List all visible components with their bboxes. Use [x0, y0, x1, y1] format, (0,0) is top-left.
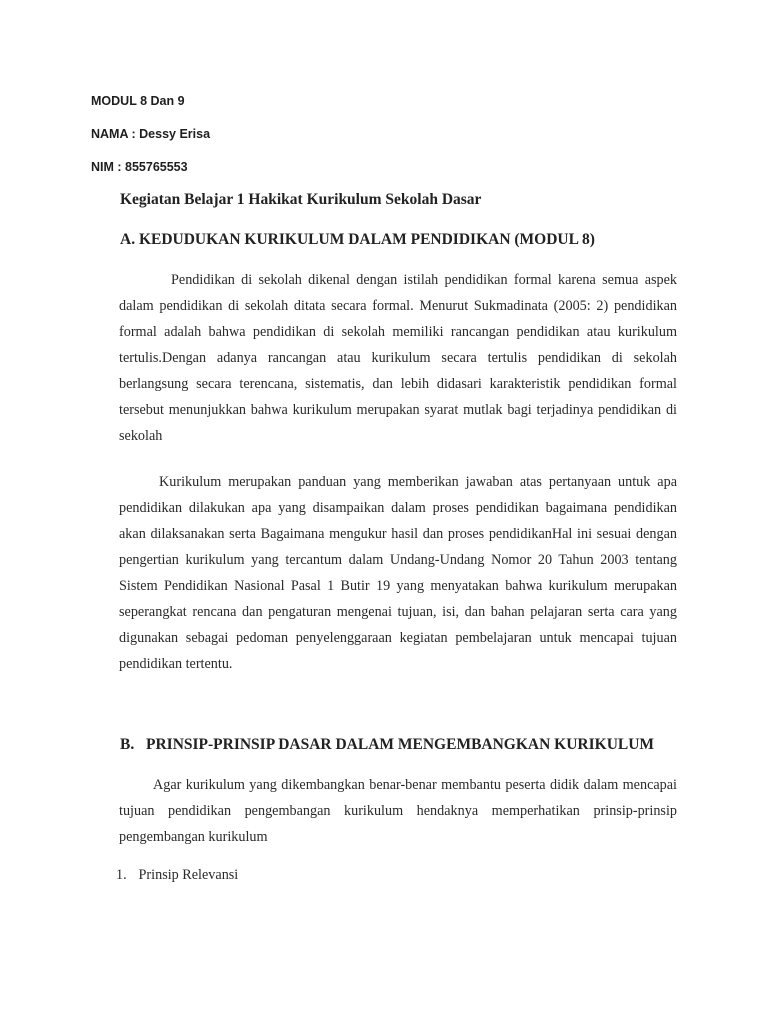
section-a-heading: A. KEDUDUKAN KURIKULUM DALAM PENDIDIKAN (MODUL 8)	[120, 231, 595, 248]
section-b-heading	[120, 736, 654, 754]
section-a-paragraph-1: Pendidikan di sekolah dikenal dengan istilah pendidikan formal karena semua aspek dalam pendidikan di sekolah ditata secara formal. Menurut Sukmadinata (2005: 2) pendidikan formal adalah bahwa pendidikan di sekolah memiliki rancangan pendidikan atau kurikulum tertulis.Dengan adanya rancangan atau kurikulum secara tertulis pendidikan di sekolah berlangsung secara terencana, sistematis, dan lebih didasari karakteristik pendidikan formal tersebut menunjukkan bahwa kurikulum merupakan syarat mutlak bagi terjadinya pendidikan di sekolah	[119, 272, 677, 444]
list-item-number: 1.	[116, 867, 127, 883]
kegiatan-title: Kegiatan Belajar 1 Hakikat Kurikulum Sekolah Dasar	[120, 191, 482, 208]
list-item-label: Prinsip Relevansi	[138, 867, 239, 883]
section-b-letter: B.	[120, 736, 135, 753]
header-nim: NIM : 855765553	[91, 160, 188, 174]
section-a-paragraph-2: Kurikulum merupakan panduan yang memberikan jawaban atas pertanyaan untuk apa pendidikan dilakukan apa yang disampaikan dalam proses pendidikan bagaimana pendidikan akan dilaksanakan serta Bagaimana mengukur hasil dan proses pendidikanHal ini sesuai dengan pengertian kurikulum yang tercantum dalam Undang-Undang Nomor 20 Tahun 2003 tentang Sistem Pendidikan Nasional Pasal 1 Butir 19 yang menyatakan bahwa kurikulum merupakan seperangkat rencana dan pengaturan mengenai tujuan, isi, dan bahan pelajaran serta cara yang digunakan sebagai pedoman penyelenggaraan kegiatan pembelajaran untuk mencapai tujuan pendidikan tertentu.	[119, 474, 677, 672]
section-b-paragraph: Agar kurikulum yang dikembangkan benar-benar membantu peserta didik dalam mencapai tujuan pendidikan pengembangan kurikulum hendaknya memperhatikan prinsip-prinsip pengembangan kurikulum	[119, 777, 677, 845]
section-b-title: PRINSIP-PRINSIP DASAR DALAM MENGEMBANGKAN KURIKULUM	[146, 736, 655, 753]
header-nama: NAMA : Dessy Erisa	[91, 127, 211, 141]
header-modul: MODUL 8 Dan 9	[91, 94, 185, 108]
list-item	[116, 867, 238, 884]
